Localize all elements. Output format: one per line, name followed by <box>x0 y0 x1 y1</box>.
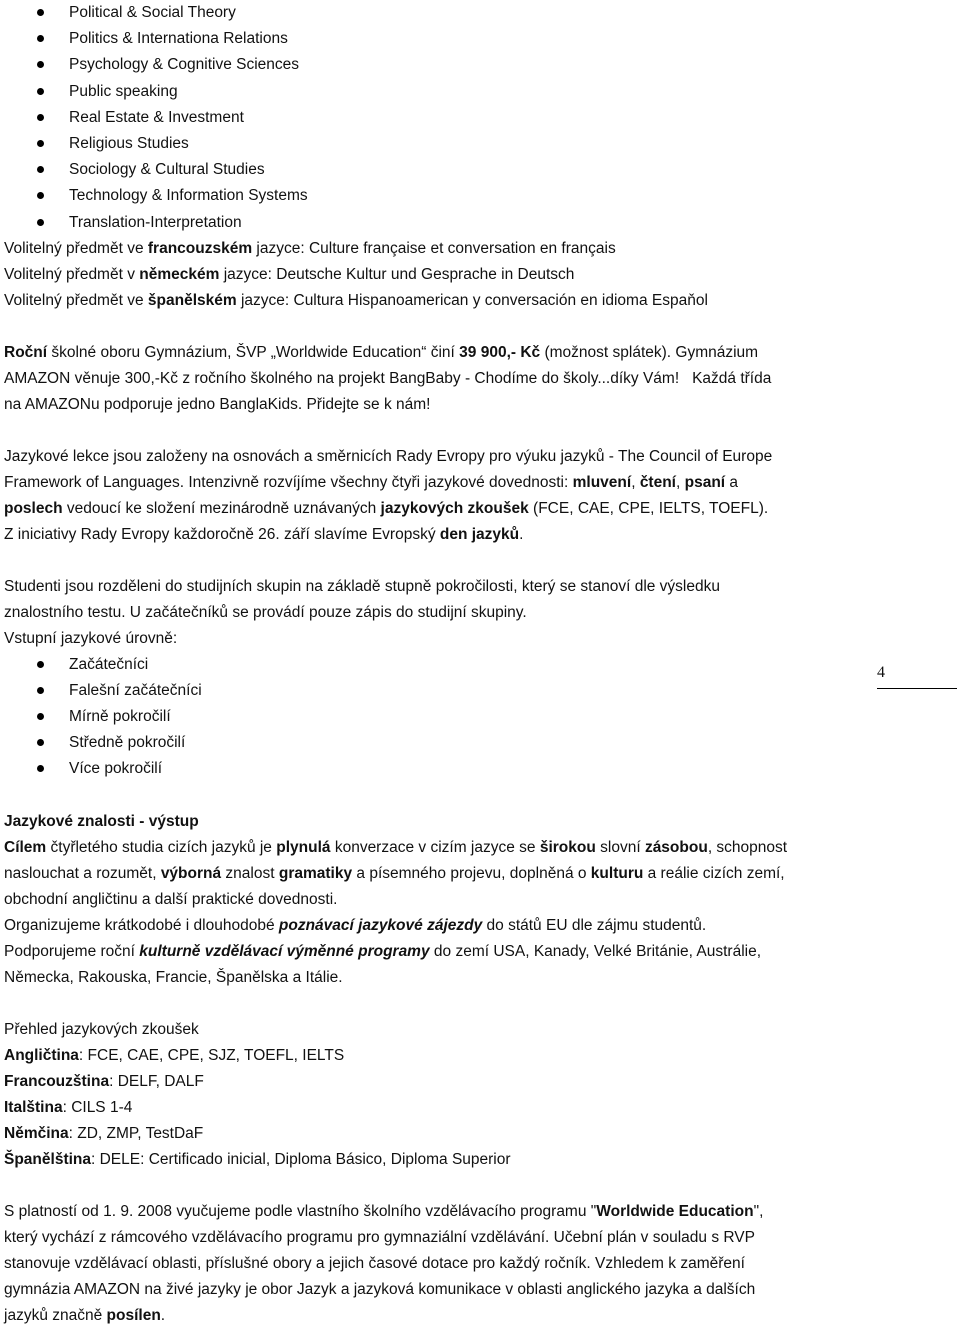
elective-german: Volitelný předmět v německém jazyce: Deutsche Kultur und Gesprache in Deutsch <box>4 265 575 283</box>
page-number: 4 <box>877 664 957 689</box>
list-item: Real Estate & Investment <box>4 105 860 131</box>
section-heading: Přehled jazykových zkoušek <box>4 1020 199 1038</box>
list-item: Falešní začátečníci <box>4 678 860 704</box>
list-item: Psychology & Cognitive Sciences <box>4 52 860 78</box>
exam-row: Angličtina: FCE, CAE, CPE, SJZ, TOEFL, IELTS <box>4 1046 345 1064</box>
section-heading: Jazykové znalosti - výstup <box>4 812 199 830</box>
list-item: Sociology & Cultural Studies <box>4 157 860 183</box>
tuition-paragraph: Roční školné oboru Gymnázium, ŠVP „Worldwide Education“ činí 39 900,- Kč (možnost splátek). Gymnázium AMAZON věnuje 300,-Kč z ročního školného na projekt BangBaby - Chodíme do školy...díky Vám! Každá třída na AMAZONu podporuje jedno BanglaKids. Přidejte se k nám! <box>4 343 772 413</box>
exam-row: Španělština: DELE: Certificado inicial, Diploma Básico, Diploma Superior <box>4 1150 511 1168</box>
exam-row: Italština: CILS 1-4 <box>4 1098 133 1116</box>
groups-paragraph: Studenti jsou rozděleni do studijních skupin na základě stupně pokročilosti, který se stanoví dle výsledku znalostního testu. U začátečníků se provádí pouze zápis do studijní skupiny. Vstupní jazykové úrovně: <box>4 577 720 647</box>
elective-french: Volitelný předmět ve francouzském jazyce: Culture française et conversation en français <box>4 239 616 257</box>
course-list <box>4 0 860 236</box>
level-list <box>4 652 860 783</box>
list-item: Mírně pokročilí <box>4 704 860 730</box>
cefr-paragraph: Jazykové lekce jsou založeny na osnovách a směrnicích Rady Evropy pro výuku jazyků - The Council of Europe Framework of Languages. Intenzivně rozvíjíme všechny čtyři jazykové dovednosti: mluvení, čtení, psaní a poslech vedoucí ke složení mezinárodně uznávaných jazykových zkoušek (FCE, CAE, CPE, IELTS, TOEFL). Z iniciativy Rady Evropy každoročně 26. září slavíme Evropský den jazyků. <box>4 447 773 543</box>
list-item: Political & Social Theory <box>4 0 860 26</box>
elective-spanish: Volitelný předmět ve španělském jazyce: Cultura Hispanoamerican y conversación en idioma Espaňol <box>4 291 708 309</box>
list-item: Politics & Internationa Relations <box>4 26 860 52</box>
document-page <box>4 0 860 1329</box>
exam-row: Francouzština: DELF, DALF <box>4 1072 204 1090</box>
outcomes-section: Jazykové znalosti - výstup Cílem čtyřletého studia cizích jazyků je plynulá konverzace v cizím jazyce se širokou slovní zásobou, schopnost naslouchat a rozumět, výborná znalost gramatiky a písemného projevu, doplněná o kulturu a reálie cizích zemí, obchodní angličtinu a další praktické dovednosti. Organizujeme krátkodobé i dlouhodobé poznávací jazykové zájezdy do států EU dle zájmu studentů. Podporujeme roční kulturně vzdělávací výměnné programy do zemí USA, Kanady, Velké Británie, Austrálie, Německa, Rakouska, Francie, Španělska a Itálie. <box>4 812 788 986</box>
list-item: Technology & Information Systems <box>4 183 860 209</box>
list-item: Translation-Interpretation <box>4 210 860 236</box>
exams-section <box>4 1017 860 1173</box>
program-paragraph: S platností od 1. 9. 2008 vyučujeme podle vlastního školního vzdělávacího programu "Worldwide Education", který vychází z rámcového vzdělávacího programu pro gymnaziální vzdělávání. Učební plán v souladu s RVP stanovuje vzdělávací oblasti, příslušné obory a jejich časové dotace pro každý ročník. Vzhledem k zaměření gymnázia AMAZON na živé jazyky je obor Jazyk a jazyková komunikace v oblasti anglického jazyka a dalších jazyků značně posílen. <box>4 1202 764 1324</box>
list-item: Více pokročilí <box>4 756 860 782</box>
list-item: Středně pokročilí <box>4 730 860 756</box>
list-item: Začátečníci <box>4 652 860 678</box>
exam-row: Němčina: ZD, ZMP, TestDaF <box>4 1124 204 1142</box>
list-item: Public speaking <box>4 79 860 105</box>
list-item: Religious Studies <box>4 131 860 157</box>
